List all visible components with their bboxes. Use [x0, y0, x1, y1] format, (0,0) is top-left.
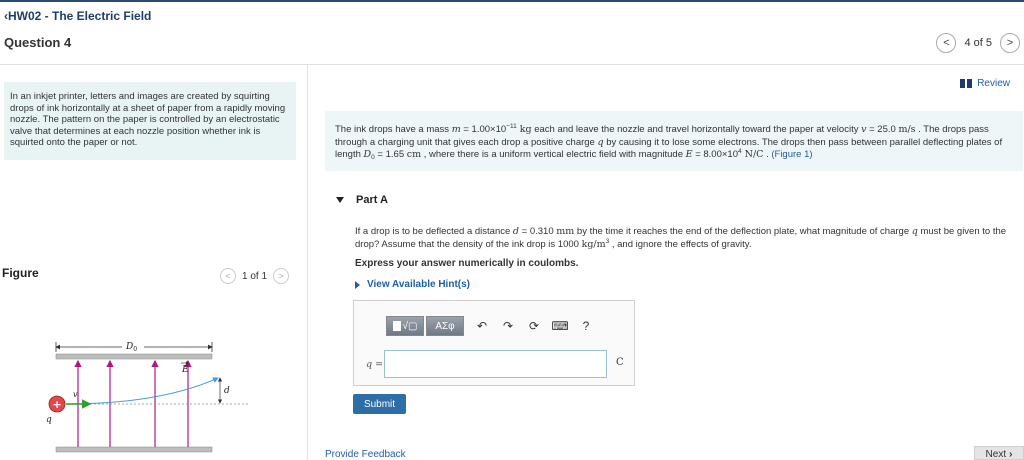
back-link[interactable]: ‹HW02 - The Electric Field [4, 9, 152, 23]
redo-icon[interactable]: ↷ [502, 319, 514, 333]
figure-pager-text: 1 of 1 [242, 270, 268, 282]
column-divider [307, 64, 308, 460]
figure-link[interactable]: (Figure 1) [771, 149, 813, 160]
book-icon [960, 79, 972, 88]
label-e: E [182, 365, 189, 375]
question-pager [936, 33, 1020, 53]
part-a-question: If a drop is to be deflected a distance d = 0.310 mm by the time it reaches the end of the deflection plate, what magnitude of charge q must be given to the drop? Assume that the density of the ink drop is 1000 $kg/m^3$ , and ignore the effects of gravity. [355, 226, 1007, 250]
answer-unit: C [616, 357, 624, 368]
review-label: Review [977, 78, 1010, 89]
caret-right-icon [355, 281, 360, 289]
bottom-plate [56, 447, 212, 452]
hints-label: View Available Hint(s) [367, 279, 470, 290]
chevron-right-icon: > [278, 271, 284, 281]
next-button[interactable] [974, 446, 1024, 460]
top-plate [56, 354, 212, 359]
assignment-title: HW02 - The Electric Field [8, 9, 152, 23]
charge-answer-input[interactable] [384, 350, 607, 378]
templates-icon: √▢ [393, 321, 418, 332]
keyboard-icon[interactable]: ⌨ [551, 319, 569, 333]
math-toolbar [386, 316, 596, 336]
plus-sign: + [52, 398, 62, 411]
header-divider [0, 64, 1024, 65]
previous-question-button[interactable] [936, 33, 956, 53]
question-title: Question 4 [4, 35, 72, 50]
view-hints-link[interactable] [355, 279, 470, 290]
next-label: Next [985, 448, 1007, 460]
part-a-title: Part A [356, 194, 388, 206]
submit-button[interactable]: Submit [353, 394, 406, 414]
answer-instructions: Express your answer numerically in coulombs. [355, 258, 579, 269]
intro-panel: In an inkjet printer, letters and images are created by squirting drops of ink horizontally at a sheet of paper from a rapidly moving nozzle. The pattern on the paper is controlled by an electrostatic valve that determines at each nozzle position whether ink is squirted onto the paper or not. [4, 82, 296, 160]
part-a-toggle[interactable] [336, 194, 388, 206]
deflection-plates-figure [40, 330, 260, 460]
greek-symbols-button[interactable]: ΑΣφ [426, 316, 464, 336]
problem-statement: The ink drops have a mass $m = 1.00\times 10^{-11}$ kg each and leave the nozzle and travel horizontally toward the paper at velocity v = 25.0 m/s . The drops pass through a charging unit that gives each drop a positive charge q by causing it to lose some electrons. The drops then pass between parallel deflecting plates of length $D_0 = 1.65$ cm , where there is a uniform vertical electric field with magnitude $E = 8.00\times 10^4$ N/C . (Figure 1) [325, 111, 1023, 171]
undo-icon[interactable]: ↶ [476, 319, 488, 333]
deflected-path [66, 378, 218, 404]
chevron-right-icon: › [1009, 448, 1013, 460]
answer-box [353, 300, 635, 386]
top-border [0, 0, 1024, 2]
label-v: v [73, 390, 78, 399]
next-figure-button[interactable] [273, 268, 289, 284]
chevron-left-icon: < [225, 271, 231, 281]
label-d: d [224, 386, 230, 396]
label-d0: D [126, 342, 134, 352]
question-pager-text: 4 of 5 [964, 37, 992, 49]
caret-down-icon [336, 197, 344, 203]
figure-title: Figure [2, 266, 39, 280]
help-icon[interactable]: ? [582, 319, 590, 333]
review-link[interactable] [960, 78, 1010, 89]
previous-figure-button[interactable] [220, 268, 236, 284]
chevron-left-icon: < [943, 37, 950, 49]
chevron-right-icon: > [1006, 37, 1014, 49]
figure-pager [220, 268, 289, 284]
answer-label: q = [366, 359, 384, 370]
svg-text:D0: $D_0$ [126, 342, 138, 353]
templates-button[interactable] [386, 316, 424, 336]
next-question-button[interactable] [1000, 33, 1020, 53]
reset-icon[interactable]: ⟳ [528, 319, 540, 333]
provide-feedback-link[interactable]: Provide Feedback [325, 449, 406, 460]
label-q: q [46, 415, 52, 425]
